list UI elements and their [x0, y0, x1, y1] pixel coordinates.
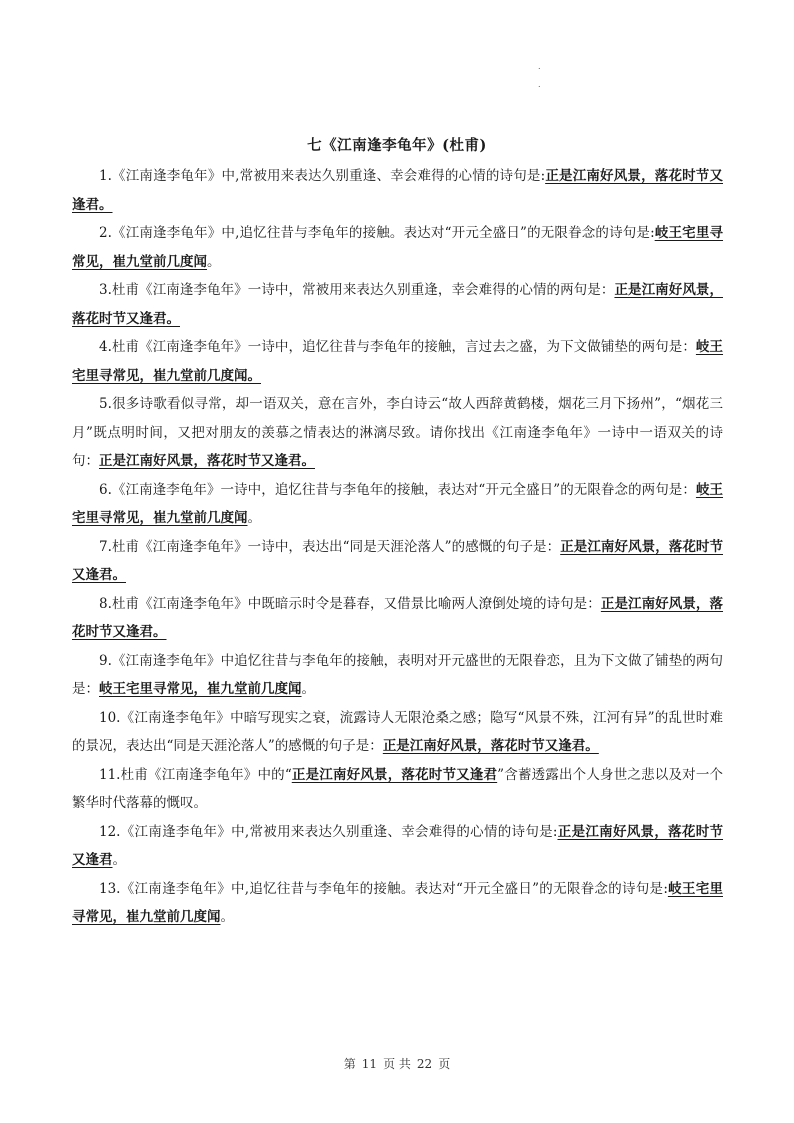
- answer-text: 正是江南好风景，落花时节又逢君。: [72, 538, 723, 583]
- answer-text: 岐王宅里寻常见，崔九堂前几度闻: [72, 880, 723, 925]
- answer-text: 正是江南好风景，落花时节又逢君。: [99, 453, 315, 469]
- answer-text: 正是江南好风景，落花时节又逢君。: [382, 738, 599, 754]
- answer-text: 岐王宅里寻常见，崔九堂前几度闻: [72, 481, 724, 526]
- answer-text: 正是江南好风景，落花时节又逢君。: [72, 168, 723, 213]
- page-total: 22: [416, 1057, 433, 1071]
- page-title: 七《江南逢李龟年》(杜甫): [307, 137, 487, 154]
- list-item: 5.很多诗歌看似寻常，却一语双关，意在言外，李白诗云“故人西辞黄鹤楼，烟花三月下扬州”，“烟花三月”既点明时间，又把对朋友的羡慕之情表达的淋漓尽致。请你找出《江南逢李龟年》一诗中一语双关的诗句：正是江南好风景，落花时节又逢君。: [72, 396, 723, 469]
- answer-text: 岐王宅里寻常见，崔九堂前几度闻: [72, 225, 724, 270]
- list-item: 10.《江南逢李龟年》中暗写现实之衰，流露诗人无限沧桑之感；隐写“风景不殊，江河有异”的乱世时难的景况，表达出“同是天涯沦落人”的感慨的句子是：正是江南好风景，落花时节又逢君。: [72, 709, 723, 754]
- page-footer: 第 11 页 共 22 页: [343, 1057, 451, 1071]
- list-item: 7.杜甫《江南逢李龟年》一诗中，表达出“同是天涯沦落人”的感慨的句子是：正是江南好风景，落花时节又逢君。: [72, 538, 723, 583]
- list-item: 6.《江南逢李龟年》一诗中，追忆往昔与李龟年的接触，表达对“开元全盛日”的无限眷念的两句是：岐王宅里寻常见，崔九堂前几度闻。: [72, 481, 724, 526]
- list-item: 8.杜甫《江南逢李龟年》中既暗示时令是暮春，又借景比喻两人潦倒处境的诗句是：正是江南好风景，落花时节又逢君。: [72, 595, 724, 640]
- answer-text: 正是江南好风景，落花时节又逢君。: [72, 282, 723, 327]
- header-dot: .: [538, 62, 541, 71]
- answer-text: 岐王宅里寻常见，崔九堂前几度闻。: [72, 339, 724, 384]
- list-item: 9.《江南逢李龟年》中追忆往昔与李龟年的接触，表明对开元盛世的无限眷恋，且为下文做了铺垫的两句是：岐王宅里寻常见，崔九堂前几度闻。: [72, 652, 723, 697]
- answer-text: 正是江南好风景，落花时节又逢君。: [72, 595, 724, 640]
- page-number: 11: [361, 1057, 378, 1071]
- list-item: 12.《江南逢李龟年》中,常被用来表达久别重逢、幸会难得的心情的诗句是:正是江南好风景，落花时节又逢君。: [72, 823, 724, 868]
- answer-text: 正是江南好风景，落花时节又逢君: [291, 766, 498, 783]
- question-list: [72, 162, 723, 932]
- answer-text: 正是江南好风景，落花时节又逢君: [72, 823, 724, 868]
- answer-text: 岐王宅里寻常见，崔九堂前几度闻: [99, 681, 302, 697]
- list-item: 3.杜甫《江南逢李龟年》一诗中，常被用来表达久别重逢，幸会难得的心情的两句是：正是江南好风景，落花时节又逢君。: [72, 282, 723, 327]
- list-item: 13.《江南逢李龟年》中,追忆往昔与李龟年的接触。表达对“开元全盛日”的无限眷念的诗句是:岐王宅里寻常见，崔九堂前几度闻。: [72, 880, 723, 925]
- header-dot: .: [538, 80, 541, 89]
- list-item: 1.《江南逢李龟年》中,常被用来表达久别重逢、幸会难得的心情的诗句是:正是江南好风景，落花时节又逢君。: [72, 168, 723, 213]
- list-item: 4.杜甫《江南逢李龟年》一诗中，追忆往昔与李龟年的接触，言过去之盛，为下文做铺垫的两句是：岐王宅里寻常见，崔九堂前几度闻。: [72, 339, 724, 384]
- list-item: 11.杜甫《江南逢李龟年》中的“正是江南好风景，落花时节又逢君”含蓄透露出个人身世之悲以及对一个繁华时代落幕的慨叹。: [72, 766, 723, 811]
- list-item: 2.《江南逢李龟年》中,追忆往昔与李龟年的接触。表达对“开元全盛日”的无限眷念的诗句是:岐王宅里寻常见，崔九堂前几度闻。: [72, 225, 724, 270]
